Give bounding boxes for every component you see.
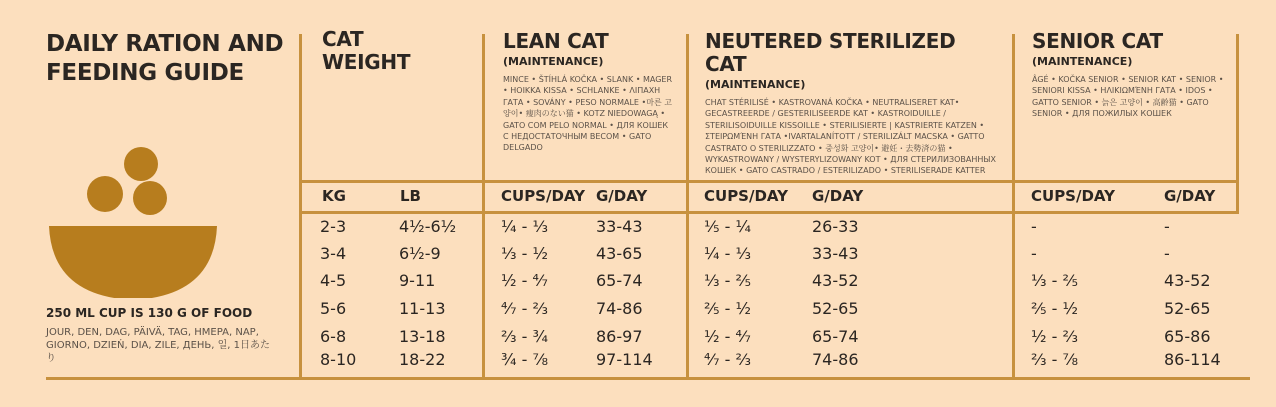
neutered-title: NEUTERED STERILIZED CAT (705, 29, 956, 76)
cell-lean-cups: ¾ - ⅞ (501, 350, 548, 369)
cell-sen-g: 43-52 (1164, 271, 1211, 290)
kibble-right-icon (133, 181, 167, 215)
lean-subtitle: (MAINTENANCE) (503, 55, 604, 68)
neutered-subtitle: (MAINTENANCE) (705, 78, 806, 91)
cell-lb: 9-11 (399, 271, 436, 290)
cell-lb: 11-13 (399, 299, 446, 318)
cell-lean-g: 74-86 (596, 299, 643, 318)
cell-sen-cups: - (1031, 217, 1037, 236)
cell-neut-g: 43-52 (812, 271, 859, 290)
neutered-cups-header: CUPS/DAY (704, 187, 788, 205)
cell-lb: 4½-6½ (399, 217, 457, 236)
kibble-left-icon (87, 176, 123, 212)
lean-column-header (503, 30, 675, 154)
cell-sen-g: - (1164, 217, 1170, 236)
cell-neut-cups: ½ - ⁴⁄₇ (704, 327, 751, 346)
cell-neut-g: 26-33 (812, 217, 859, 236)
kibble-top-icon (124, 147, 158, 181)
cell-sen-cups: ⅔ - ⅞ (1031, 350, 1078, 369)
cell-sen-g: 65-86 (1164, 327, 1211, 346)
senior-cups-header: CUPS/DAY (1031, 187, 1115, 205)
cell-lean-g: 65-74 (596, 271, 643, 290)
lean-g-header: G/DAY (596, 187, 648, 205)
subheader-rule (299, 211, 1239, 214)
cell-lean-cups: ⅓ - ½ (501, 244, 548, 263)
senior-title: SENIOR CAT (1032, 29, 1163, 53)
lean-translations: MINCE • ŠTÍHLÁ KOČKA • SLANK • MAGER • HOIKKA KISSA • SCHLANKE • ΛΙΠΑΧΗ ΓΑΤΑ • SOVÁNY • PESO NORMALE •마른 고양이• 痩肉のない猫 • KOTZ NIEDOWAGĄ • GATO COM PELO NORMAL • ДЛЯ КОШЕК С НЕДОСТАТОЧНЫМ ВЕСОМ • GATO DELGADO (503, 75, 673, 153)
cell-sen-cups: ⅖ - ½ (1031, 299, 1078, 318)
cell-lean-g: 86-97 (596, 327, 643, 346)
cell-lean-cups: ½ - ⁴⁄₇ (501, 271, 548, 290)
cell-kg: 2-3 (320, 217, 347, 236)
cup-size-note: 250 ML CUP IS 130 G OF FOOD (46, 306, 253, 320)
lean-title: LEAN CAT (503, 29, 609, 53)
cell-neut-cups: ⅕ - ¼ (704, 217, 751, 236)
cell-kg: 3-4 (320, 244, 347, 263)
bottom-rule (46, 377, 1250, 380)
neutered-g-header: G/DAY (812, 187, 864, 205)
cell-lean-g: 97-114 (596, 350, 653, 369)
cell-lb: 18-22 (399, 350, 446, 369)
cell-neut-cups: ⅖ - ½ (704, 299, 751, 318)
cell-kg: 6-8 (320, 327, 347, 346)
page-title: DAILY RATION AND FEEDING GUIDE (46, 31, 284, 86)
lb-header: LB (400, 187, 421, 205)
per-day-translations: JOUR, DEN, DAG, PÄIVÄ, TAG, HMEPA, NAP, GIORNO, DZIEŃ, DIA, ZILE, ДЕНЬ, 일, 1日あたり (46, 327, 271, 364)
senior-subtitle: (MAINTENANCE) (1032, 55, 1133, 68)
weight-column-title: CAT WEIGHT (322, 27, 411, 74)
divider-right (1236, 34, 1239, 214)
neutered-translations: CHAT STÉRILISÉ • KASTROVANÁ KOČKA • NEUTRALISERET KAT• GECASTREERDE / GESTERILISEERDE KAT • KASTROIDUILLE / STERILISOIDUILLE KISSOILLE • STERILISIERTE | KASTRIERTE KATZEN • ΣΤΕΙΡΩΜΈΝΗ ΓΑΤΑ •IVARTALANÍTOTT / STERILIZÁLT MACSKA • GATTO CASTRATO O STERILIZZATO • 중성화 고양이• 避妊・去勢済の猫 • WYKASTROWANY / WYSTERYLIZOWANY KOT • ДЛЯ СТЕРИЛИЗОВАННЫХ КОШЕК • GATO CASTRADO / ESTERILIZADO • STERILISERADE KATTER (705, 98, 996, 176)
cell-lb: 6½-9 (399, 244, 441, 263)
cell-lean-cups: ¼ - ⅓ (501, 217, 548, 236)
senior-g-header: G/DAY (1164, 187, 1216, 205)
cell-neut-g: 74-86 (812, 350, 859, 369)
cell-lean-g: 43-65 (596, 244, 643, 263)
lean-cups-header: CUPS/DAY (501, 187, 585, 205)
cell-kg: 5-6 (320, 299, 347, 318)
cell-sen-cups: ⅓ - ⅖ (1031, 271, 1078, 290)
kg-header: KG (322, 187, 346, 205)
cell-neut-cups: ⁴⁄₇ - ⅔ (704, 350, 751, 369)
senior-column-header (1032, 30, 1228, 120)
cell-neut-cups: ⅓ - ⅖ (704, 271, 751, 290)
cell-sen-cups: - (1031, 244, 1037, 263)
cell-kg: 4-5 (320, 271, 347, 290)
cell-sen-g: 52-65 (1164, 299, 1211, 318)
cell-kg: 8-10 (320, 350, 357, 369)
cell-neut-g: 52-65 (812, 299, 859, 318)
cell-neut-g: 65-74 (812, 327, 859, 346)
neutered-column-header (705, 30, 1001, 177)
senior-translations: ÂGÉ • KOČKA SENIOR • SENIOR KAT • SENIOR • SENIORI KISSA • ΗΛΙΚΙΩΜΈΝΗ ΓΑΤΑ • IDOS • GATTO SENIOR • 늙은 고양이 • 高齢猫 • GATO SENIOR • ДЛЯ ПОЖИЛЫХ КОШЕК (1032, 75, 1224, 119)
cell-sen-cups: ½ - ⅔ (1031, 327, 1078, 346)
cell-lean-cups: ⅔ - ¾ (501, 327, 548, 346)
divider-senior (1012, 34, 1015, 380)
cell-neut-cups: ¼ - ⅓ (704, 244, 751, 263)
divider-weight (299, 34, 302, 380)
divider-neutered (686, 34, 689, 380)
cell-neut-g: 33-43 (812, 244, 859, 263)
divider-lean (482, 34, 485, 380)
food-bowl-icon (44, 138, 224, 298)
bowl-icon (49, 226, 217, 298)
cell-lean-g: 33-43 (596, 217, 643, 236)
cell-sen-g: - (1164, 244, 1170, 263)
cell-sen-g: 86-114 (1164, 350, 1221, 369)
header-rule (299, 180, 1239, 183)
cell-lb: 13-18 (399, 327, 446, 346)
cell-lean-cups: ⁴⁄₇ - ⅔ (501, 299, 548, 318)
